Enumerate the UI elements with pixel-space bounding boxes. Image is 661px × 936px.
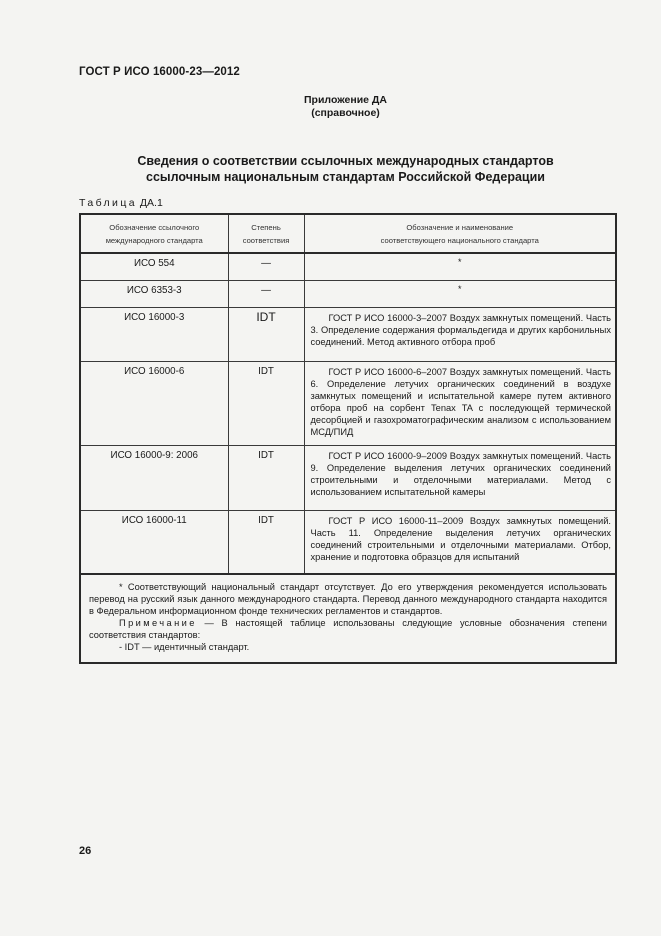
header-international-standard <box>80 214 228 253</box>
cell-standard: * <box>304 281 616 308</box>
note-item: - IDT — идентичный стандарт. <box>119 642 250 653</box>
appendix-title: Приложение ДА <box>304 94 387 106</box>
table-row <box>80 362 616 446</box>
header-national-standard <box>304 214 616 253</box>
cell-degree: IDT <box>228 308 304 362</box>
standard-text: ГОСТ Р ИСО 16000-3–2007 Воздух замкнутых помещений. Часть 3. Определение содержания формальдегида и других карбонильных соединений. Метод активного отбора проб <box>310 313 611 348</box>
cell-code: ИСО 16000-3 <box>80 308 228 362</box>
cell-standard: * <box>304 253 616 281</box>
header-col3-line2: соответствующего национального стандарта <box>380 235 539 245</box>
cell-standard <box>304 308 616 362</box>
cell-standard <box>304 362 616 446</box>
appendix-heading <box>0 94 661 120</box>
header-col3-line1: Обозначение и наименование <box>406 222 514 232</box>
table-row <box>80 511 616 575</box>
appendix-subtitle: (справочное) <box>311 107 380 119</box>
title-line-2: ссылочным национальным стандартам Российской Федерации <box>146 170 545 184</box>
cell-code: ИСО 16000-9: 2006 <box>80 446 228 511</box>
cell-code: ИСО 6353-3 <box>80 281 228 308</box>
table-row <box>80 446 616 511</box>
cell-code: ИСО 16000-11 <box>80 511 228 575</box>
header-col2-line2: соответствия <box>242 235 290 245</box>
standard-text: ГОСТ Р ИСО 16000-11–2009 Воздух замкнутых помещений. Часть 11. Определение выделения летучих органических соединений строительными и отделочными материалами. Отбор, хранение и подготовка образцов для испытаний <box>310 516 611 563</box>
cell-degree: IDT <box>228 362 304 446</box>
table-row <box>80 281 616 308</box>
table-header-row <box>80 214 616 253</box>
cell-degree: IDT <box>228 511 304 575</box>
cell-degree: — <box>228 281 304 308</box>
note <box>89 617 607 641</box>
cell-degree: IDT <box>228 446 304 511</box>
header-col2-line1: Степень <box>251 222 281 232</box>
table-row <box>80 253 616 281</box>
table-caption <box>79 197 163 209</box>
table-notes <box>80 574 616 663</box>
page-number: 26 <box>79 845 92 857</box>
header-degree <box>228 214 304 253</box>
header-col1-line2: международного стандарта <box>105 235 203 245</box>
table-notes-row <box>80 574 616 663</box>
correspondence-table <box>79 213 617 664</box>
cell-standard <box>304 511 616 575</box>
cell-code: ИСО 16000-6 <box>80 362 228 446</box>
table-row <box>80 308 616 362</box>
cell-degree: — <box>228 253 304 281</box>
header-col1-line1: Обозначение ссылочного <box>109 222 200 232</box>
note-label: Примечание <box>119 618 197 629</box>
footnote: * Соответствующий национальный стандарт отсутствует. До его утверждения рекомендуется использовать перевод на русский язык данного международного стандарта. Перевод данного международного стандарта находится в Федеральном информационном фонде технических регламентов и стандартов. <box>89 582 607 617</box>
table-caption-word: Таблица <box>79 197 137 209</box>
title-line-1: Сведения о соответствии ссылочных международных стандартов <box>137 154 554 168</box>
note-text: — В настоящей таблице использованы следующие условные обозначения степени соответствия стандартов: <box>89 618 607 641</box>
page-title <box>0 153 661 185</box>
standard-code-header: ГОСТ Р ИСО 16000-23—2012 <box>79 66 240 78</box>
table-caption-id: ДА.1 <box>139 197 163 209</box>
cell-code: ИСО 554 <box>80 253 228 281</box>
standard-text: ГОСТ Р ИСО 16000-9–2009 Воздух замкнутых помещений. Часть 9. Определение выделения летучих органических соединений строительными и отделочными материалами. Метод с использованием испытательной камеры <box>310 451 611 498</box>
standard-text: ГОСТ Р ИСО 16000-6–2007 Воздух замкнутых помещений. Часть 6. Определение летучих органических соединений в воздухе замкнутых помещений и испытательной камере путем активного отбора проб на сорбент Tenax TA с последующей термической десорбцией и газохроматографическим анализом с использованием МСД/ПИД <box>310 367 611 438</box>
cell-standard <box>304 446 616 511</box>
correspondence-table-wrapper <box>79 213 615 664</box>
